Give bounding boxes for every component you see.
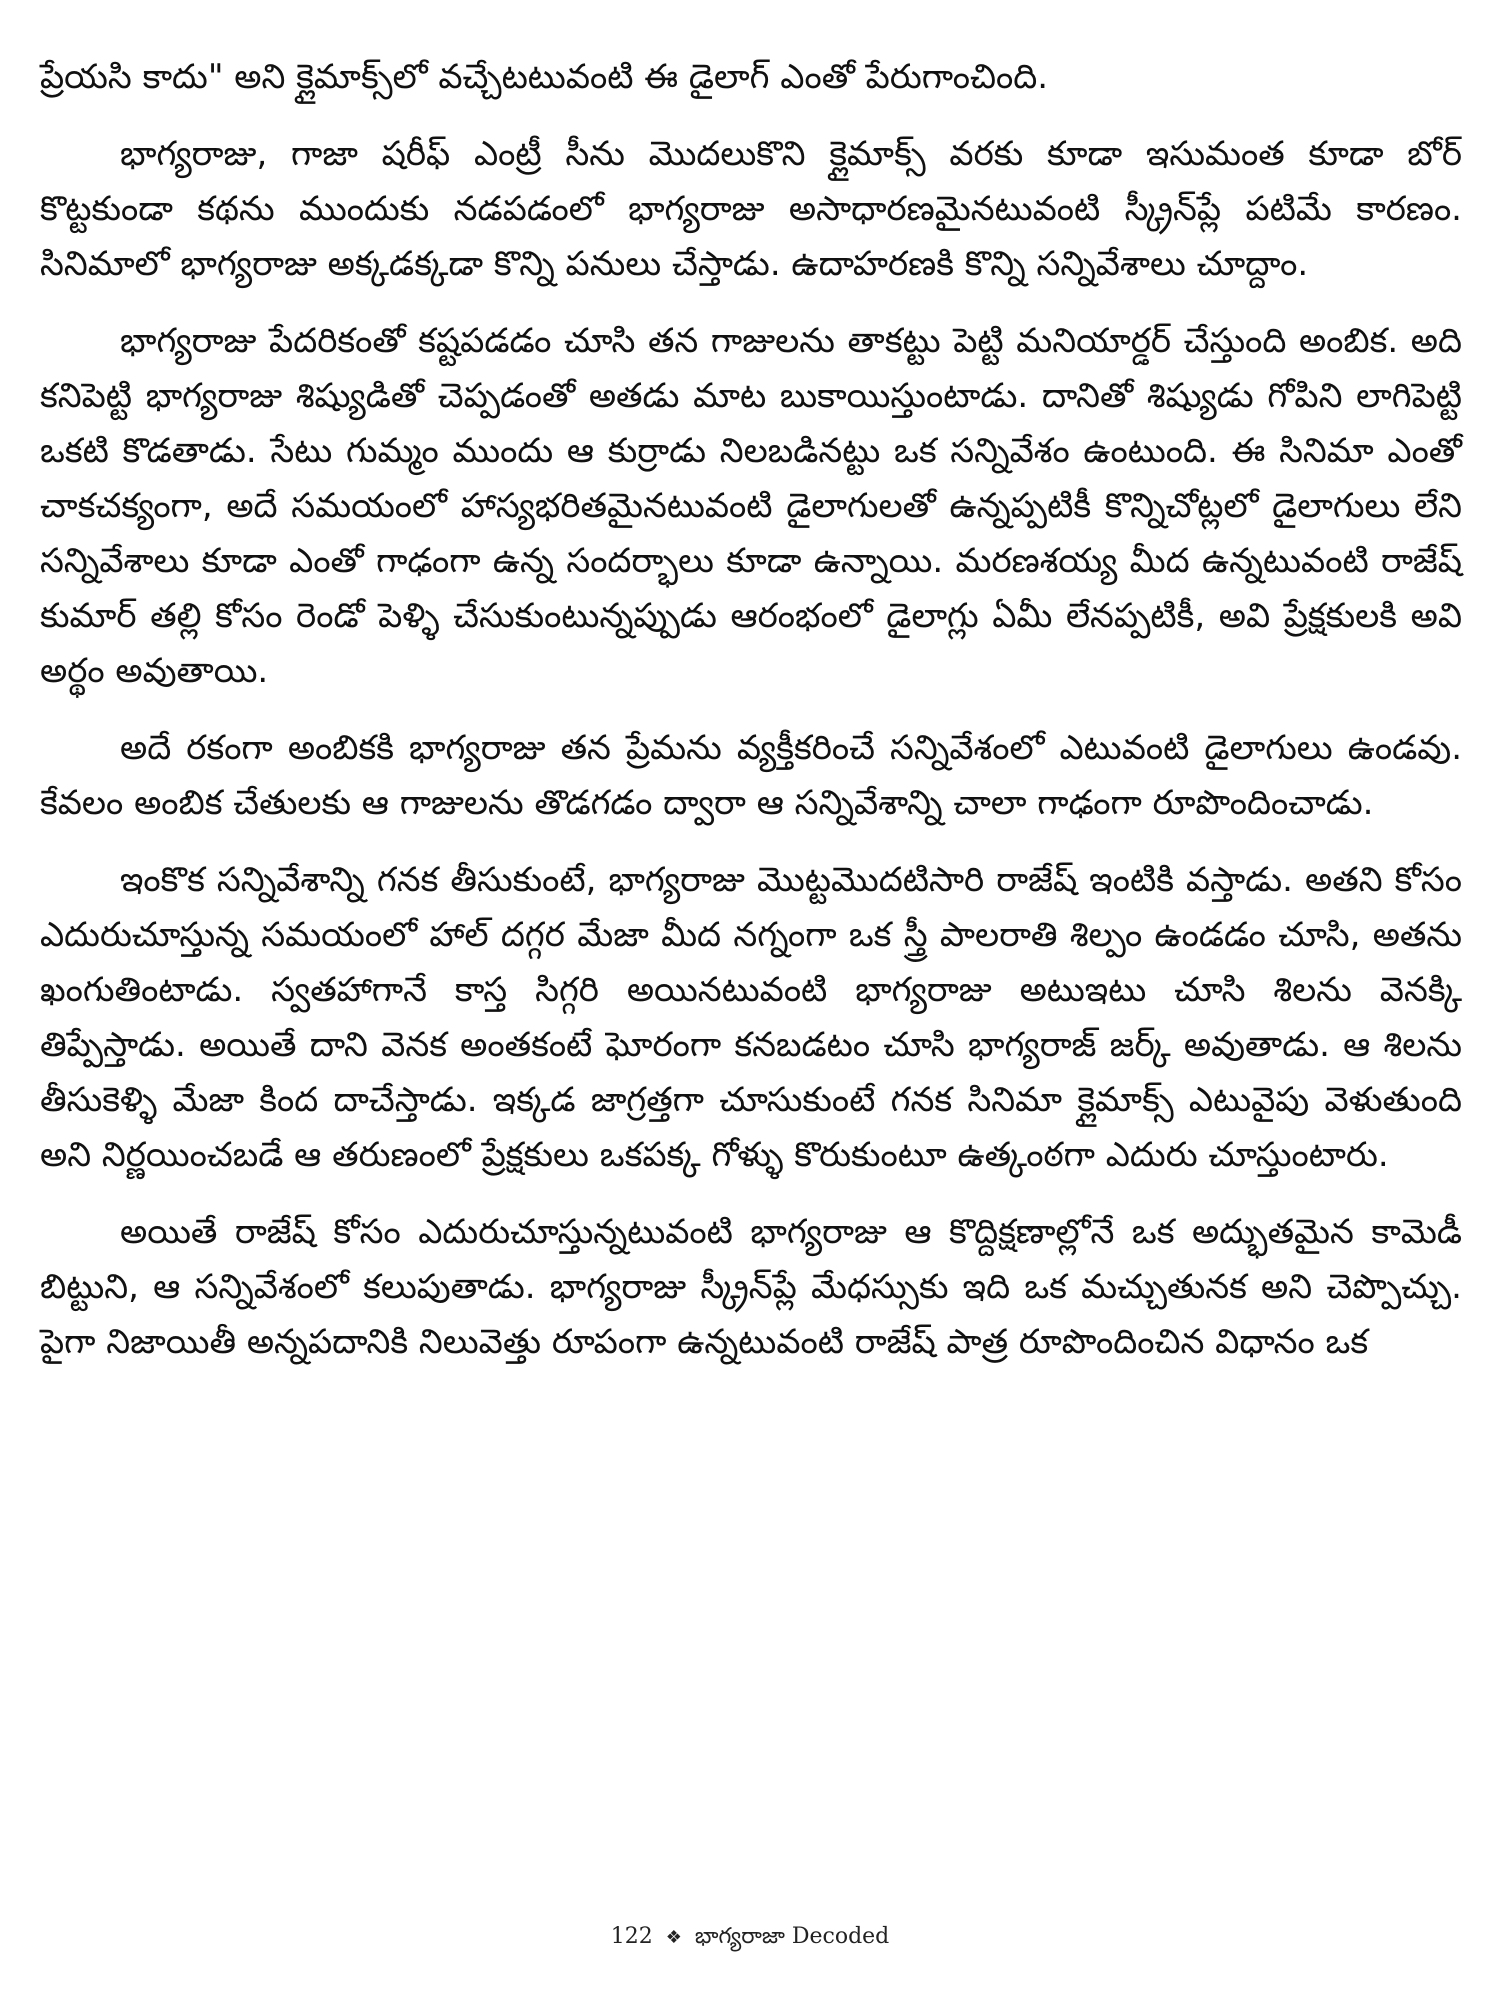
paragraph: భాగ్యరాజు, గాజా షరీఫ్ ఎంట్రీ సీను మొదలుకొని క్లైమాక్స్ వరకు కూడా ఇసుమంత కూడా బోర్ కొట్టకుండా కథను ముందుకు నడపడంలో భాగ్యరాజు అసాధారణమైనటువంటి స్క్రీన్‌ప్లే పటిమే కారణం. సినిమాలో భాగ్యరాజు అక్కడక్కడా కొన్ని పనులు చేస్తాడు. ఉదాహరణకి కొన్ని సన్నివేశాలు చూద్దాం. xyxy=(40,134,1462,284)
page-number: 122 xyxy=(610,1924,653,1949)
book-title: భాగ్యరాజా Decoded xyxy=(694,1924,890,1949)
paragraph: అదే రకంగా అంబికకి భాగ్యరాజు తన ప్రేమను వ్యక్తీకరించే సన్నివేశంలో ఎటువంటి డైలాగులు ఉండవు. కేవలం అంబిక చేతులకు ఆ గాజులను తొడగడం ద్వారా ఆ సన్నివేశాన్ని చాలా గాఢంగా రూపొందించాడు. xyxy=(40,728,1462,823)
paragraph: అయితే రాజేష్ కోసం ఎదురుచూస్తున్నటువంటి భాగ్యరాజు ఆ కొద్దిక్షణాల్లోనే ఒక అద్భుతమైన కామెడీ బిట్టుని, ఆ సన్నివేశంలో కలుపుతాడు. భాగ్యరాజు స్క్రీన్‌ప్లే మేధస్సుకు ఇది ఒక మచ్చుతునక అని చెప్పొచ్చు. పైగా నిజాయితీ అన్నపదానికి నిలువెత్తు రూపంగా ఉన్నటువంటి రాజేష్ పాత్ర రూపొందించిన విధానం ఒక xyxy=(40,1212,1462,1362)
diamond-ornament-icon: ❖ xyxy=(665,1927,682,1948)
page-footer xyxy=(0,1922,1500,1953)
paragraph: భాగ్యరాజు పేదరికంతో కష్టపడడం చూసి తన గాజులను తాకట్టు పెట్టి మనియార్డర్ చేస్తుంది అంబిక. అది కనిపెట్టి భాగ్యరాజు శిష్యుడితో చెప్పడంతో అతడు మాట బుకాయిస్తుంటాడు. దానితో శిష్యుడు గోపిని లాగిపెట్టి ఒకటి కొడతాడు. సేటు గుమ్మం ముందు ఆ కుర్రాడు నిలబడినట్టు ఒక సన్నివేశం ఉంటుంది. ఈ సినిమా ఎంతో చాకచక్యంగా, అదే సమయంలో హాస్యభరితమైనటువంటి డైలాగులతో ఉన్నప్పటికీ కొన్నిచోట్లలో డైలాగులు లేని సన్నివేశాలు కూడా ఎంతో గాఢంగా ఉన్న సందర్భాలు కూడా ఉన్నాయి. మరణశయ్య మీద ఉన్నటువంటి రాజేష్ కుమార్ తల్లి కోసం రెండో పెళ్ళి చేసుకుంటున్నప్పుడు ఆరంభంలో డైలాగ్లు ఏమీ లేనప్పటికీ, అవి ప్రేక్షకులకి అవి అర్థం అవుతాయి. xyxy=(40,321,1462,691)
page-body xyxy=(40,50,1462,1930)
paragraph-continuation: ప్రేయసి కాదు" అని క్లైమాక్స్‌లో వచ్చేటటువంటి ఈ డైలాగ్ ఎంతో పేరుగాంచింది. xyxy=(40,57,1049,97)
paragraph: ఇంకొక సన్నివేశాన్ని గనక తీసుకుంటే, భాగ్యరాజు మొట్టమొదటిసారి రాజేష్ ఇంటికి వస్తాడు. అతని కోసం ఎదురుచూస్తున్న సమయంలో హాల్ దగ్గర మేజా మీద నగ్నంగా ఒక స్త్రీ పాలరాతి శిల్పం ఉండడం చూసి, అతను ఖంగుతింటాడు. స్వతహాగానే కాస్త సిగ్గరి అయినటువంటి భాగ్యరాజు అటుఇటు చూసి శిలను వెనక్కి తిప్పేస్తాడు. అయితే దాని వెనక అంతకంటే ఘోరంగా కనబడటం చూసి భాగ్యరాజ్ జర్క్ అవుతాడు. ఆ శిలను తీసుకెళ్ళి మేజా కింద దాచేస్తాడు. ఇక్కడ జాగ్రత్తగా చూసుకుంటే గనక సినిమా క్లైమాక్స్ ఎటువైపు వెళుతుంది అని నిర్ణయించబడే ఆ తరుణంలో ప్రేక్షకులు ఒకపక్క గోళ్ళు కొరుకుంటూ ఉత్కంఠగా ఎదురు చూస్తుంటారు. xyxy=(40,860,1462,1175)
